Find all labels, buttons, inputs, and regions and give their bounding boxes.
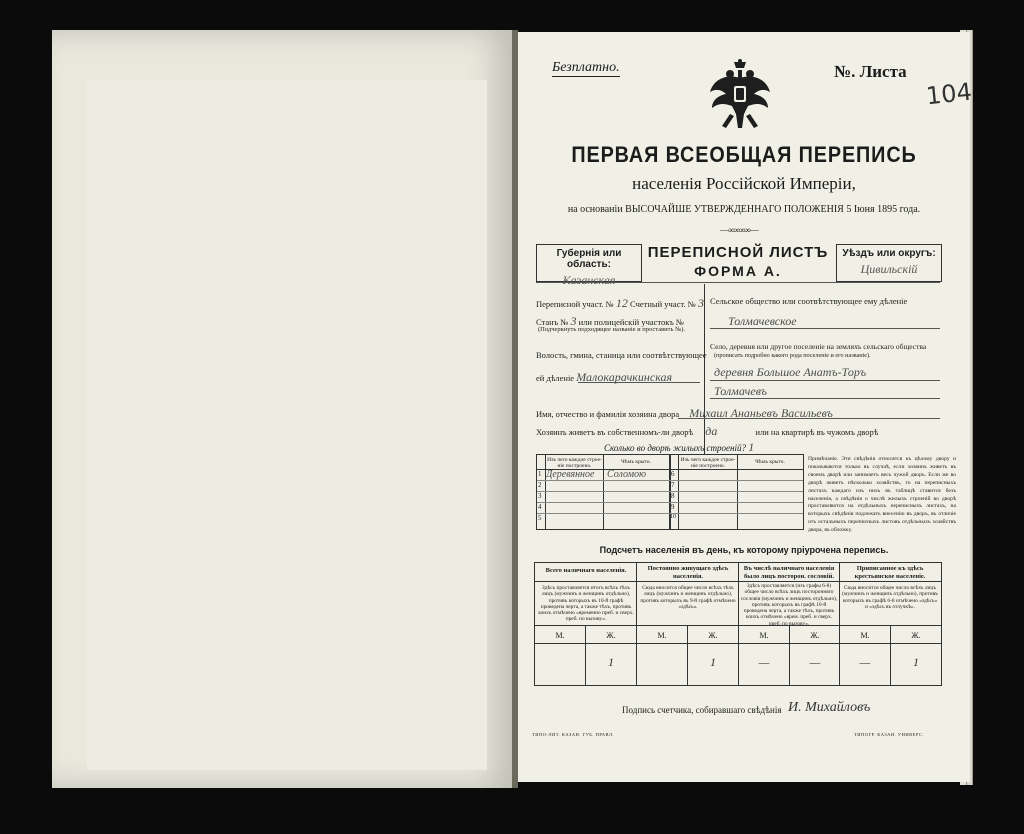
census-area-row bbox=[536, 296, 704, 311]
buildings-value: 1 bbox=[748, 440, 755, 454]
pop-col-desc-total: Здѣсь проставляется итогъ всѣхъ тѣхъ лицъ (мужчинъ и женщинъ отдѣльно), противъ которыхъ въ 10-й графѣ проведена черта, а также тѣхъ, противъ коихъ отмѣчено «временно преб. и сверх. преб. по вызову». bbox=[538, 585, 634, 623]
sheet-number-value: 104 bbox=[924, 77, 974, 111]
form-subtitle: населенія Россійской Имперіи, bbox=[632, 174, 856, 193]
left-page-inner-panel bbox=[87, 80, 487, 770]
police-note: (Подчеркнуть подходящее названіе и проставить №). bbox=[538, 326, 686, 333]
col-roof-right: Чѣмъ крыто. bbox=[755, 459, 785, 465]
header-bottom-rule bbox=[536, 282, 940, 283]
female-header: Ж. bbox=[810, 631, 820, 640]
row-num: 6 bbox=[671, 470, 675, 478]
female-header: Ж. bbox=[708, 631, 718, 640]
population-table bbox=[534, 562, 942, 686]
pop-col-head-total: Всего наличнаго населенія. bbox=[545, 567, 627, 574]
row-roof: Соломою bbox=[607, 469, 647, 480]
lives-label: Хозяинъ живетъ въ собственномъ-ли дворѣ bbox=[536, 427, 694, 437]
row-num: 10 bbox=[670, 514, 676, 520]
camp-label: Станъ № bbox=[536, 317, 569, 327]
police-label: или полицейскій участокъ № bbox=[578, 317, 685, 327]
ornament-divider: —∞∞∞∞— bbox=[720, 225, 758, 235]
society-label: Сельское общество или соотвѣтствующее ему дѣленіе bbox=[710, 296, 908, 306]
province-value: Казанская bbox=[562, 273, 616, 287]
census-list-title-block bbox=[640, 244, 836, 279]
village-value: деревня Большое Анатъ-Торъ bbox=[714, 365, 867, 379]
row-num: 7 bbox=[671, 481, 675, 489]
peasants-female-value: 1 bbox=[913, 655, 919, 669]
permanent-female-value: 1 bbox=[710, 655, 716, 669]
row-what: Деревянное bbox=[546, 469, 595, 480]
district-label: Уѣздъ или округъ: bbox=[842, 248, 936, 259]
col-roof-left: Чѣмъ крыто. bbox=[621, 459, 651, 465]
census-area-value: 12 bbox=[615, 296, 628, 310]
printer-mark-right: ТИПОГР. КАЗАН. УНИВЕРС. bbox=[854, 732, 925, 737]
buildings-label: Сколько во дворѣ жилыхъ строеній? bbox=[604, 443, 746, 453]
population-title: Подсчетъ населенія въ день, къ которому пріурочена перепись. bbox=[599, 545, 889, 555]
pop-col-desc-peasants: Сюда вносится общее число всѣхъ лицъ (мужчинъ и женщинъ отдѣльно), противъ которыхъ въ графѣ 6-8 отмѣчено «здѣсь» и «здѣсь въ отлучкѣ». bbox=[842, 585, 938, 610]
district-box bbox=[836, 244, 942, 282]
village-value-2: Толмачевъ bbox=[714, 384, 768, 398]
counter-area-label: Счетный участ. № bbox=[630, 299, 696, 309]
imperial-eagle-emblem bbox=[708, 58, 772, 134]
pop-col-head-peasants: Приписанное къ здѣсь крестьянское населеніе. bbox=[854, 565, 926, 580]
signature-label: Подпись счетчика, собиравшаго свѣдѣнія bbox=[622, 705, 782, 715]
pop-col-head-permanent: Постоянно живущаго здѣсь населенія. bbox=[647, 565, 729, 580]
volost-rule bbox=[578, 382, 700, 383]
owner-label: Имя, отчество и фамилія хозяина двора bbox=[536, 409, 680, 419]
buildings-note: Примѣчаніе. Эти свѣдѣнія относятся къ цѣлому двору и показываются только въ случаѣ, если хозяинъ живетъ въ своемъ дворѣ или занимаетъ весь чужой дворъ. Если же во дворѣ живетъ нѣсколько хозяйствъ, то на переписныхъ листахъ каждаго изъ нихъ въ таблицѣ ставится безъ населенія, а свѣдѣнія о числѣ жилыхъ строеній во дворѣ проставляются на отдѣльныхъ переписныхъ листахъ, на которыхъ свѣдѣнія подлежатъ внесенію въ дворъ, въ отличіе отъ остальныхъ переписныхъ листовъ отдѣльныхъ хозяйствъ двора, въ обложку. bbox=[808, 456, 956, 534]
row-num: 5 bbox=[538, 514, 542, 522]
female-header: Ж. bbox=[911, 631, 921, 640]
col-what-right: Изъ чего каждое строе-ніе построено. bbox=[680, 457, 736, 469]
row-num: 2 bbox=[538, 481, 542, 489]
outsiders-female-value: — bbox=[809, 655, 821, 669]
free-label: Безплатно. bbox=[552, 60, 620, 75]
village-rule-2 bbox=[710, 398, 940, 399]
buildings-table bbox=[536, 454, 804, 530]
pop-col-desc-outsiders: Здѣсь проставляется (изъ графы 6-8) общее число всѣхъ лицъ посторонняго сословія (мужчинъ и женщинъ отдѣльно), противъ которыхъ въ графѣ 10-й проведена черта, а также тѣхъ, противъ коихъ отмѣчено «врем. преб. и сверх. преб. по вызову». bbox=[740, 583, 838, 627]
society-rule bbox=[710, 328, 940, 329]
volost-label-2: ей дѣленіе bbox=[536, 373, 575, 383]
district-value: Цивильскій bbox=[860, 262, 918, 276]
province-label: Губернія или область: bbox=[556, 248, 622, 270]
lives-row bbox=[536, 424, 878, 439]
province-box bbox=[536, 244, 642, 287]
female-header: Ж. bbox=[606, 631, 616, 640]
row-num: 1 bbox=[538, 470, 542, 478]
lives-label-2: или на квартирѣ въ чужомъ дворѣ bbox=[755, 427, 879, 437]
volost-label: Волость, гмина, станица или соотвѣтствующее bbox=[536, 350, 707, 360]
legal-basis-line: на основаніи ВЫСОЧАЙШЕ УТВЕРЖДЕННАГО ПОЛОЖЕНІЯ 5 Іюня 1895 года. bbox=[567, 204, 921, 215]
census-area-label: Переписной участ. № bbox=[536, 299, 614, 309]
row-num: 8 bbox=[671, 492, 675, 500]
buildings-row bbox=[604, 440, 754, 455]
owner-rule bbox=[678, 418, 940, 419]
left-page bbox=[52, 30, 514, 788]
signature-value: И. Михайловъ bbox=[788, 700, 871, 715]
row-num: 9 bbox=[671, 503, 675, 511]
camp-value: 3 bbox=[570, 314, 577, 328]
pop-col-desc-permanent: Сюда вносится общее число всѣхъ тѣхъ лицъ (мужчинъ и женщинъ отдѣльно), противъ которыхъ въ 9-й графѣ отмѣчено «здѣсь». bbox=[640, 585, 736, 610]
census-list-title: ПЕРЕПИСНОЙ ЛИСТЪ bbox=[647, 244, 829, 261]
printer-mark-left: ТИПО-ЛИТ. КАЗАН. ГУБ. ПРАВЛ. bbox=[532, 732, 615, 737]
male-header: М. bbox=[657, 631, 667, 640]
census-form-page bbox=[518, 32, 974, 782]
village-rule-1 bbox=[710, 380, 940, 381]
owner-value: Михаил Ананьевъ Васильевъ bbox=[689, 406, 833, 420]
village-note: (прописать подробно какого рода поселеніе и его названіе). bbox=[714, 352, 871, 359]
society-value: Толмачевское bbox=[728, 314, 797, 328]
col-what-left: Изъ чего каждое строе-ніе построено. bbox=[547, 457, 602, 469]
sheet-number-label: №. Листа bbox=[834, 62, 907, 81]
outsiders-male-value: — bbox=[758, 655, 770, 669]
counter-area-value: 3 bbox=[697, 296, 704, 310]
row-num: 4 bbox=[538, 503, 542, 511]
form-a-label: ФОРМА А. bbox=[694, 263, 782, 279]
pop-col-head-outsiders: Въ числѣ наличнаго населенія было лицъ посторон. сословій. bbox=[743, 565, 835, 580]
male-header: М. bbox=[555, 631, 565, 640]
form-title: ПЕРВАЯ ВСЕОБЩАЯ ПЕРЕПИСЬ bbox=[571, 142, 917, 167]
row-num: 3 bbox=[538, 492, 542, 500]
total-female-value: 1 bbox=[608, 655, 614, 669]
village-label: Село, деревня или другое поселеніе на земляхъ сельскаго общества bbox=[710, 342, 927, 351]
peasants-male-value: — bbox=[859, 655, 871, 669]
volost-value: Малокарачкинская bbox=[576, 370, 673, 384]
male-header: М. bbox=[759, 631, 769, 640]
lives-value: да bbox=[705, 424, 718, 438]
male-header: М. bbox=[860, 631, 870, 640]
